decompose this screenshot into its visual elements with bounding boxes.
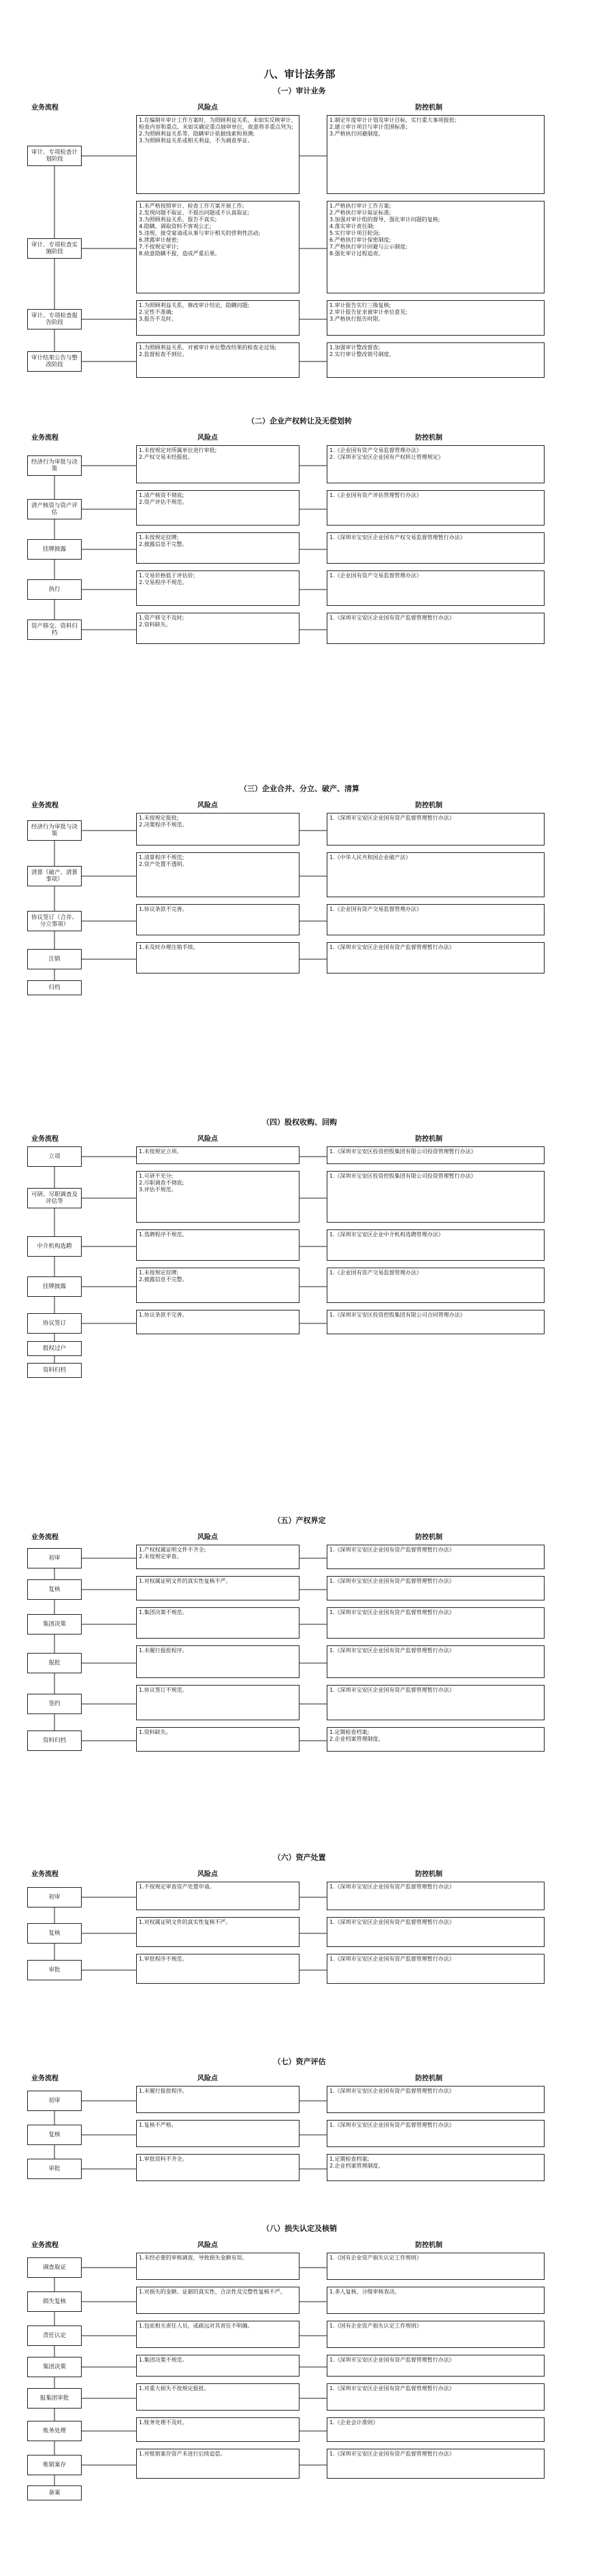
risk-point-line: 2.资产处置不透明。	[139, 861, 188, 867]
control-mechanism-line: 1.定期检查档案;	[329, 2156, 370, 2162]
process-step: 注销	[27, 949, 82, 969]
process-step: 复核	[27, 1923, 82, 1944]
risk-point	[136, 490, 300, 526]
column-header-risk: 风险点	[197, 434, 218, 442]
control-mechanism-line: 1.《深圳市宝安区企业国有资产监督管理暂行办法》	[329, 2357, 455, 2363]
risk-point	[136, 445, 300, 483]
risk-point-line: 3.为照顾利益关系或相关利益，不为调查举证。	[139, 138, 253, 144]
control-mechanism	[327, 2120, 545, 2147]
control-mechanism	[327, 1727, 545, 1752]
control-mechanism	[327, 1917, 545, 1947]
control-mechanism-line: 1.《深圳市宝安区投资控股集团有限公司投资管理暂行办法》	[329, 1148, 476, 1155]
control-mechanism	[327, 1882, 545, 1910]
control-mechanism-line: 7.严格执行审计回避与公示制度;	[329, 244, 408, 250]
risk-point-line: 1.审批程序不规范。	[139, 1956, 188, 1962]
process-step: 复核	[27, 2125, 82, 2145]
process-step: 经济行为审批与决策	[27, 820, 82, 841]
risk-point-line: 2.尽职调查不彻底;	[139, 1180, 184, 1186]
process-step: 清产核资与资产评估	[27, 499, 82, 519]
process-step: 报集团审批	[27, 2388, 82, 2409]
control-mechanism-line: 1.加强审计整改督查;	[329, 344, 381, 351]
control-mechanism	[327, 2154, 545, 2181]
risk-point	[136, 1727, 300, 1752]
column-header-process: 业务流程	[31, 802, 59, 809]
control-mechanism	[327, 613, 545, 644]
risk-point-line: 1.未严格按照审计、检查工作方案开展工作;	[139, 203, 244, 209]
risk-point-line: 2.定性不准确;	[139, 309, 174, 315]
control-mechanism-line: 1.《企业国有资产评估管理暂行办法》	[329, 492, 422, 498]
control-mechanism-line: 2.建立审计项目与审计范围标准；	[329, 124, 411, 130]
control-mechanism-line: 2.企业档案管理制度。	[329, 2163, 384, 2169]
control-mechanism	[327, 1954, 545, 1984]
risk-point	[136, 852, 300, 897]
risk-point-line: 1.集团决策不规范。	[139, 1609, 188, 1615]
risk-point-line: 2.产权交易未经报批。	[139, 454, 193, 460]
control-mechanism	[327, 813, 545, 846]
column-header-risk: 风险点	[197, 1136, 218, 1143]
control-mechanism-line: 1.《深圳市宝安区企业国有资产监督管理暂行办法》	[329, 1609, 455, 1615]
process-step: 集团决策	[27, 1614, 82, 1635]
risk-point	[136, 1576, 300, 1600]
control-mechanism-line: 6.严格执行审计保密制度;	[329, 237, 391, 243]
column-header-risk: 风险点	[197, 104, 218, 112]
control-mechanism-line: 3.加强对审计组的督导，强化审计问题的复核;	[329, 216, 440, 223]
control-mechanism	[327, 1171, 545, 1223]
control-mechanism-line: 1.《中华人民共和国企业破产法》	[329, 854, 411, 860]
risk-point-line: 2.监督检查不到位。	[139, 351, 188, 357]
risk-point	[136, 1229, 300, 1261]
risk-point	[136, 201, 300, 293]
risk-point-line: 2.交易程序不规范。	[139, 579, 188, 585]
risk-point	[136, 1146, 300, 1164]
process-step: 初审	[27, 1548, 82, 1568]
risk-point-line: 2.决策程序不规范。	[139, 822, 188, 828]
risk-point-line: 1.集团决策不规范。	[139, 2357, 188, 2363]
risk-point-line: 1.对权属证明文件的真实性复核不严。	[139, 1578, 231, 1584]
control-mechanism	[327, 300, 545, 336]
column-header-process: 业务流程	[31, 1136, 59, 1143]
risk-point-line: 1.选聘程序不规范。	[139, 1231, 188, 1238]
risk-point	[136, 1607, 300, 1639]
risk-point	[136, 2383, 300, 2411]
column-header-risk: 风险点	[197, 2242, 218, 2249]
risk-point-line: 1.对重大损失不按规定报批。	[139, 2385, 210, 2392]
process-step: 审计、专项检查计划阶段	[27, 146, 82, 166]
section-subtitle: （八）损失认定及核销	[262, 2224, 337, 2233]
process-step: 审计、专项检查报告阶段	[27, 309, 82, 329]
risk-point	[136, 300, 300, 336]
control-mechanism	[327, 1685, 545, 1720]
column-header-control: 防控机制	[415, 1136, 442, 1143]
control-mechanism	[327, 2253, 545, 2280]
risk-point	[136, 2449, 300, 2479]
risk-point	[136, 1310, 300, 1334]
column-header-control: 防控机制	[415, 802, 442, 809]
control-mechanism-line: 1.《企业国有资产交易监督管理办法》	[329, 906, 422, 912]
control-mechanism-line: 1.《企业国有资产交易监督管理办法》	[329, 447, 422, 453]
risk-point-line: 1.在编制年审计工作方案时，为照顾利益关系，未如实反映审计、检查内容和重点，未如实确定重点抽审单位，故意将非重点列为;	[139, 117, 297, 130]
risk-point-line: 1.审批资料不齐全。	[139, 2156, 188, 2162]
column-header-risk: 风险点	[197, 1534, 218, 1541]
control-mechanism	[327, 904, 545, 935]
control-mechanism-line: 1.《深圳市宝安区企业国有资产监督管理暂行办法》	[329, 2385, 455, 2392]
control-mechanism	[327, 2417, 545, 2442]
risk-point-line: 1.协议签订不规范。	[139, 1687, 188, 1693]
column-header-process: 业务流程	[31, 2242, 59, 2249]
risk-point	[136, 813, 300, 846]
risk-point	[136, 1685, 300, 1720]
column-header-control: 防控机制	[415, 1534, 442, 1541]
risk-point-line: 2.为照顾利益关系等，隐瞒审计依据线索和预测;	[139, 131, 255, 137]
control-mechanism	[327, 852, 545, 897]
risk-point-line: 2.资产评估不规范。	[139, 499, 188, 505]
risk-point	[136, 942, 300, 973]
control-mechanism	[327, 1268, 545, 1303]
risk-point	[136, 342, 300, 378]
control-mechanism	[327, 115, 545, 194]
risk-point	[136, 115, 300, 194]
column-header-process: 业务流程	[31, 1871, 59, 1878]
risk-point-line: 1.复核不严格。	[139, 2122, 177, 2128]
control-mechanism-line: 1.《深圳市宝安区企业国有资产监督管理暂行办法》	[329, 1956, 455, 1962]
process-step: 协议签订	[27, 1313, 82, 1334]
column-header-process: 业务流程	[31, 434, 59, 442]
process-step: 资料归档	[27, 1730, 82, 1751]
risk-point	[136, 2355, 300, 2377]
risk-point	[136, 1268, 300, 1303]
control-mechanism-line: 1.《深圳市宝安区企业国有资产监督管理暂行办法》	[329, 1647, 455, 1654]
risk-point-line: 1.不按规定审查资产处置申请。	[139, 1884, 215, 1890]
control-mechanism	[327, 2321, 545, 2348]
process-step: 签约	[27, 1694, 82, 1714]
process-step: 报批	[27, 1653, 82, 1673]
risk-point-line: 3.报告不及时。	[139, 316, 177, 322]
control-mechanism-line: 1.《深圳市宝安区企业国有产权交易监督管理暂行办法》	[329, 534, 466, 541]
risk-point-line: 1.账务处理不及时。	[139, 2419, 188, 2426]
section-subtitle: （二）企业产权转让及无偿划转	[247, 417, 352, 425]
control-mechanism-line: 1.《深圳市宝安区企业国有资产监督管理暂行办法》	[329, 2451, 455, 2457]
control-mechanism-line: 2.实行审计整改销号制度。	[329, 351, 395, 357]
control-mechanism-line: 8.强化审计过程追责。	[329, 251, 384, 257]
risk-point-line: 1.未履行报批程序。	[139, 2088, 188, 2094]
control-mechanism	[327, 2086, 545, 2113]
risk-point-line: 1.为照顾利益关系，对被审计单位整改结果的检查走过场;	[139, 344, 277, 351]
control-mechanism	[327, 570, 545, 606]
section-subtitle: （六）资产处置	[273, 1853, 326, 1862]
risk-point	[136, 2417, 300, 2442]
control-mechanism-line: 1.《深圳市宝安区企业国有资产监督管理暂行办法》	[329, 1687, 455, 1693]
control-mechanism-line: 1.严格执行审计工作方案;	[329, 203, 391, 209]
page-title: 八、审计法务部	[263, 68, 336, 80]
process-end-step: 资料归档	[27, 1363, 82, 1378]
column-header-risk: 风险点	[197, 802, 218, 809]
process-step: 清算（破产、清算事项）	[27, 866, 82, 886]
risk-point-line: 1.未按规定报批;	[139, 815, 179, 821]
process-step: 立项	[27, 1146, 82, 1167]
process-step: 损失复核	[27, 2291, 82, 2312]
process-step: 审批	[27, 1960, 82, 1980]
risk-point-line: 7.不按规定审计;	[139, 244, 179, 250]
process-end-step: 股权过户	[27, 1341, 82, 1356]
control-mechanism-line: 1.多人复核、分级审核表决。	[329, 2289, 400, 2295]
risk-point	[136, 613, 300, 644]
control-mechanism	[327, 2355, 545, 2377]
control-mechanism-line: 2.《深圳市宝安区企业国有产权转让管理规定》	[329, 454, 444, 460]
risk-point-line: 1.未经必要的审核调查，导致损失金额有误。	[139, 2255, 248, 2261]
control-mechanism	[327, 342, 545, 378]
column-header-control: 防控机制	[415, 1871, 442, 1878]
risk-point-line: 2.资料缺失。	[139, 622, 172, 628]
risk-point-line: 1.协议条款不完善。	[139, 906, 188, 912]
process-step: 初审	[27, 1887, 82, 1907]
control-mechanism-line: 1.定期检查档案;	[329, 1729, 370, 1735]
control-mechanism	[327, 1576, 545, 1600]
section-subtitle: （七）资产评估	[273, 2057, 326, 2066]
process-step: 资产移交、资料归档	[27, 619, 82, 640]
risk-point	[136, 1545, 300, 1569]
column-header-process: 业务流程	[31, 104, 59, 112]
column-header-control: 防控机制	[415, 2242, 442, 2249]
process-step: 审计、专项检查实施阶段	[27, 238, 82, 259]
control-mechanism-line: 1.《深圳市宝安区企业国有资产监督管理暂行办法》	[329, 1547, 455, 1553]
control-mechanism	[327, 2287, 545, 2314]
control-mechanism-line: 1.审计报告实行三级复核;	[329, 302, 391, 308]
risk-point-line: 1.未及时办理注销手续。	[139, 944, 199, 950]
control-mechanism-line: 3.严格执行回避制度。	[329, 131, 384, 137]
control-mechanism	[327, 1607, 545, 1639]
process-step: 账务处理	[27, 2421, 82, 2441]
column-header-control: 防控机制	[415, 434, 442, 442]
control-mechanism-line: 2.企业档案管理制度。	[329, 1736, 384, 1742]
risk-point-line: 1.对损失的金额、证据的真实性、合法性及完整性复核不严。	[139, 2289, 286, 2295]
process-step: 执行	[27, 579, 82, 600]
risk-point	[136, 2287, 300, 2314]
control-mechanism	[327, 201, 545, 293]
control-mechanism-line: 1.《深圳市宝安区企业国有资产监督管理暂行办法》	[329, 615, 455, 621]
control-mechanism	[327, 1229, 545, 1261]
risk-point-line: 2.发现问题不取证、不提出问题或不认真取证;	[139, 210, 250, 216]
risk-point-line: 8.故意隐瞒不报，造成严重后果。	[139, 251, 221, 257]
risk-point	[136, 2086, 300, 2113]
risk-point-line: 2.未按规定审查。	[139, 1553, 182, 1560]
control-mechanism-line: 1.《企业会计准则》	[329, 2419, 378, 2426]
control-mechanism-line: 1.《国有企业资产损失认定工作规则》	[329, 2255, 422, 2261]
process-step: 审计结果公告与整改阶段	[27, 351, 82, 372]
control-mechanism-line: 5.实行审计项目轮岗;	[329, 230, 381, 236]
risk-point-line: 3.为照顾利益关系，报告不真实;	[139, 216, 217, 223]
control-mechanism	[327, 1146, 545, 1164]
column-header-process: 业务流程	[31, 1534, 59, 1541]
control-mechanism-line: 4.落实审计责任制;	[329, 223, 375, 229]
control-mechanism-line: 1.《深圳市宝安区投资控股集团有限公司合同管理办法》	[329, 1312, 466, 1318]
process-end-step: 归档	[27, 980, 82, 995]
risk-point	[136, 2253, 300, 2280]
risk-point	[136, 2120, 300, 2147]
risk-point-line: 1.未履行报批程序。	[139, 1647, 188, 1654]
process-step: 初审	[27, 2091, 82, 2111]
column-header-process: 业务流程	[31, 2075, 59, 2082]
risk-point	[136, 2154, 300, 2181]
section-subtitle: （一）审计业务	[273, 86, 326, 95]
risk-point-line: 1.未按规定挂牌;	[139, 1270, 179, 1276]
process-step: 可研、尽职调查及评估等	[27, 1188, 82, 1208]
control-mechanism	[327, 445, 545, 483]
column-header-risk: 风险点	[197, 2075, 218, 2082]
risk-point	[136, 2321, 300, 2348]
control-mechanism-line: 1.《深圳市宝安区企业国有资产监督管理暂行办法》	[329, 1578, 455, 1584]
control-mechanism-line: 1.《企业国有资产交易监督管理办法》	[329, 1270, 422, 1276]
process-step: 审批	[27, 2159, 82, 2179]
control-mechanism-line: 2.严格执行审计取证标准;	[329, 210, 391, 216]
risk-point	[136, 1645, 300, 1678]
column-header-control: 防控机制	[415, 104, 442, 112]
control-mechanism	[327, 532, 545, 564]
risk-point-line: 1.对权属证明文件的真实性复核不严。	[139, 1919, 231, 1925]
process-step: 责任认定	[27, 2325, 82, 2346]
control-mechanism	[327, 1310, 545, 1334]
risk-point	[136, 904, 300, 935]
risk-point	[136, 570, 300, 606]
risk-point-line: 4.隐瞒、调取资料不客观公正;	[139, 223, 212, 229]
process-step: 复核	[27, 1579, 82, 1600]
risk-point-line: 6.泄露审计秘密;	[139, 237, 179, 243]
risk-point-line: 1.产权权属证明文件不齐全;	[139, 1547, 206, 1553]
process-step: 集团决策	[27, 2357, 82, 2377]
control-mechanism-line: 1.《深圳市宝安区企业国有资产监督管理暂行办法》	[329, 2088, 455, 2094]
risk-point-line: 1.交易价格低于评估价;	[139, 573, 195, 579]
column-header-control: 防控机制	[415, 2075, 442, 2082]
risk-point-line: 1.清产核资不彻底;	[139, 492, 184, 498]
column-header-risk: 风险点	[197, 1871, 218, 1878]
risk-point-line: 1.资产移交不及时;	[139, 615, 184, 621]
risk-point	[136, 1954, 300, 1984]
control-mechanism-line: 1.《深圳市宝安区企业中介机构选聘管理办法》	[329, 1231, 444, 1238]
control-mechanism-line: 1.《深圳市宝安区企业国有资产监督管理暂行办法》	[329, 944, 455, 950]
process-step: 经济行为审批与决策	[27, 455, 82, 476]
control-mechanism-line: 1.《深圳市宝安区企业国有资产监督管理暂行办法》	[329, 1919, 455, 1925]
process-step: 调查取证	[27, 2257, 82, 2278]
risk-point-line: 3.评估不规范。	[139, 1187, 177, 1193]
control-mechanism-line: 1.《深圳市宝安区企业国有资产监督管理暂行办法》	[329, 1884, 455, 1890]
risk-point-line: 2.披露信息不完整。	[139, 541, 188, 547]
control-mechanism-line: 1.《深圳市宝安区投资控股集团有限公司投资管理暂行办法》	[329, 1173, 476, 1179]
process-step: 账销案存	[27, 2455, 82, 2475]
risk-point	[136, 1917, 300, 1947]
risk-point-line: 1.可研不充分;	[139, 1173, 174, 1179]
control-mechanism-line: 2.审计报告征求被审计单位意见;	[329, 309, 408, 315]
risk-point-line: 1.包庇相关责任人员，或疏远对其责任不明确。	[139, 2323, 253, 2329]
risk-point-line: 1.对账销案存资产未进行后续追偿。	[139, 2451, 226, 2457]
risk-point-line: 1.为照顾利益关系，修改审计结论，隐瞒问题;	[139, 302, 250, 308]
section-subtitle: （四）股权收购、回购	[262, 1118, 337, 1127]
section-subtitle: （五）产权界定	[273, 1516, 326, 1525]
risk-point	[136, 532, 300, 564]
control-mechanism-line: 3.严格执行报告时限。	[329, 316, 384, 322]
control-mechanism	[327, 2449, 545, 2479]
control-mechanism-line: 1.《深圳市宝安区企业国有资产监督管理暂行办法》	[329, 815, 455, 821]
control-mechanism	[327, 1545, 545, 1569]
control-mechanism-line: 1.制定年度审计计划及审计目标，实行重大事项报批；	[329, 117, 460, 123]
control-mechanism	[327, 1645, 545, 1678]
risk-point	[136, 1882, 300, 1910]
process-step: 挂牌披露	[27, 539, 82, 560]
section-subtitle: （三）企业合并、分立、破产、清算	[240, 784, 359, 793]
risk-point-line: 5.违规，接受宴请或从事与审计相关的营利性活动;	[139, 230, 261, 236]
risk-point-line: 1.未按规定挂牌;	[139, 534, 179, 541]
control-mechanism	[327, 2383, 545, 2411]
risk-point-line: 1.未按规定对所属单位进行审批;	[139, 447, 217, 453]
process-step: 协议签订（合并、分立事项）	[27, 911, 82, 931]
risk-point	[136, 1171, 300, 1223]
process-step: 中介机构选聘	[27, 1236, 82, 1257]
process-end-step: 备案	[27, 2485, 82, 2500]
control-mechanism-line: 1.《企业国有资产交易监督管理办法》	[329, 573, 422, 579]
risk-point-line: 1.协议条款不完善。	[139, 1312, 188, 1318]
risk-point-line: 1.资料缺失。	[139, 1729, 172, 1735]
risk-point-line: 1.未按规定立项。	[139, 1148, 182, 1155]
risk-point-line: 1.清算程序不规范;	[139, 854, 184, 860]
control-mechanism	[327, 942, 545, 973]
control-mechanism-line: 1.《深圳市宝安区企业国有资产监督管理暂行办法》	[329, 2122, 455, 2128]
control-mechanism	[327, 490, 545, 526]
risk-point-line: 2.披露信息不完整。	[139, 1276, 188, 1283]
control-mechanism-line: 1.《国有企业资产损失认定工作规则》	[329, 2323, 422, 2329]
process-step: 挂牌披露	[27, 1276, 82, 1297]
